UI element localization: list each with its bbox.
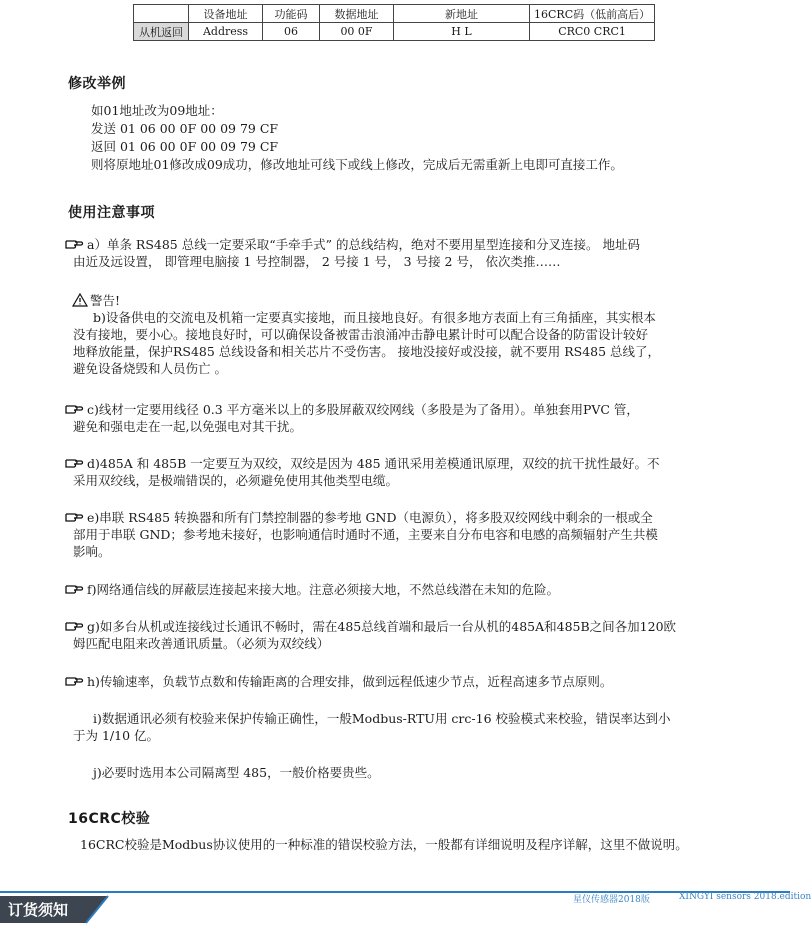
pointing-hand-icon xyxy=(65,620,86,632)
example-line: 发送 01 06 00 0F 00 09 79 CF xyxy=(91,121,279,136)
table-header-cell: 数据地址 xyxy=(320,5,394,23)
note-h xyxy=(73,673,733,690)
note-i-line: i)数据通讯必须有校验来保护传输正确性，一般Modbus-RTU用 crc-16 校验模式来校验，错误率达到小 xyxy=(93,711,671,726)
pointing-hand-icon xyxy=(65,457,86,469)
note-c xyxy=(73,401,733,435)
pointing-hand-icon xyxy=(65,675,86,687)
crc-text: 16CRC校验是Modbus协议使用的一种标准的错误校验方法，一般都有详细说明及程序详解，这里不做说明。 xyxy=(80,837,688,852)
table-row xyxy=(134,23,655,41)
note-i-line: 于为 1/10 亿。 xyxy=(73,728,160,743)
protocol-table xyxy=(133,4,655,41)
footer-brand-en: XINGYI sensors 2018.edition xyxy=(679,892,811,902)
footer-tab-label: 订货须知 xyxy=(8,901,69,919)
example-line: 则将原地址01修改成09成功，修改地址可线下或线上修改，完成后无需重新上电即可直接工作。 xyxy=(91,157,623,172)
note-e-line: 影响。 xyxy=(73,544,111,559)
note-d xyxy=(73,455,733,489)
note-g-line: g)如多台从机或连接线过长通讯不畅时，需在485总线首端和最后一台从机的485A和485B之间各加120欧 xyxy=(87,619,677,634)
note-e-line: 部用于串联 GND；参考地未接好，也影响通信时通时不通，主要来自分布电容和电感的高频辐射产生共模 xyxy=(73,527,658,542)
note-e-line: e)串联 RS485 转换器和所有门禁控制器的参考地 GND（电源负），将多股双绞网线中剩余的一根或全 xyxy=(87,510,653,525)
table-cell: 06 xyxy=(263,23,320,41)
note-b-line: 避免设备烧毁和人员伤亡 。 xyxy=(73,361,227,376)
pointing-hand-icon xyxy=(65,238,86,250)
note-b-line: b)设备供电的交流电及机箱一定要真实接地，而且接地良好。有很多地方表面上有三角插座，其实根本 xyxy=(93,310,656,325)
table-header-row xyxy=(134,5,655,23)
note-a-line: a）单条 RS485 总线一定要采取“手牵手式” 的总线结构，绝对不要用星型连接和分叉连接。 地址码 xyxy=(87,237,640,252)
table-header-cell: 设备地址 xyxy=(189,5,263,23)
note-j-line: j)必要时选用本公司隔离型 485，一般价格要贵些。 xyxy=(93,765,380,780)
footer-rule xyxy=(0,891,790,893)
note-f-line: f)网络通信线的屏蔽层连接起来接大地。注意必须接大地，不然总线潜在未知的危险。 xyxy=(87,582,560,597)
table-header-cell: 16CRC码（低前高后） xyxy=(530,5,655,23)
table-cell: H L xyxy=(394,23,530,41)
table-cell: CRC0 CRC1 xyxy=(530,23,655,41)
note-c-line: c)线材一定要用线径 0.3 平方毫米以上的多股屏蔽双绞网线（多股是为了备用）。单独套用PVC 管， xyxy=(87,402,639,417)
table-cell: Address xyxy=(189,23,263,41)
note-f xyxy=(73,581,733,598)
note-i xyxy=(73,710,733,744)
crc-heading: 16CRC校验 xyxy=(68,811,151,827)
note-h-line: h)传输速率，负载节点数和传输距离的合理安排，做到远程低速少节点，近程高速多节点原则。 xyxy=(87,674,613,689)
note-b-line: 地释放能量，保护RS485 总线设备和相关芯片不受伤害。 接地没接好或没接，就不要用 RS485 总线了， xyxy=(73,344,661,359)
notes-heading: 使用注意事项 xyxy=(68,205,155,221)
example-line: 返回 01 06 00 0F 00 09 79 CF xyxy=(91,139,279,154)
footer-brand-cn: 星仪传感器2018版 xyxy=(573,895,650,905)
note-c-line: 避免和强电走在一起,以免强电对其干扰。 xyxy=(73,419,302,434)
warning-title: 警告! xyxy=(90,293,121,308)
note-b-line: 没有接地，要小心。接地良好时，可以确保设备被雷击浪涌冲击静电累计时可以配合设备的防雷设计较好 xyxy=(73,327,649,342)
table-header-cell xyxy=(134,5,189,23)
table-header-cell: 功能码 xyxy=(263,5,320,23)
note-g-line: 姆匹配电阻来改善通讯质量。（必须为双绞线） xyxy=(73,636,330,651)
note-d-line: 采用双绞线，是极端错误的，必须避免使用其他类型电缆。 xyxy=(73,473,399,488)
warning-triangle-icon xyxy=(72,293,88,307)
note-j xyxy=(73,764,733,781)
note-a xyxy=(73,236,733,270)
note-d-line: d)485A 和 485B 一定要互为双绞，双绞是因为 485 通讯采用差模通讯原理，双绞的抗干扰性最好。不 xyxy=(87,456,660,471)
pointing-hand-icon xyxy=(65,403,86,415)
table-cell: 00 0F xyxy=(320,23,394,41)
note-b xyxy=(73,292,733,377)
example-line: 如01地址改为09地址： xyxy=(91,103,223,118)
pointing-hand-icon xyxy=(65,583,86,595)
pointing-hand-icon xyxy=(65,511,86,523)
example-heading: 修改举例 xyxy=(68,76,126,92)
table-cell: 从机返回 xyxy=(134,23,189,41)
note-a-line: 由近及远设置， 即管理电脑接 1 号控制器， 2 号接 1 号， 3 号接 2 号， 依次类推…… xyxy=(73,254,561,269)
note-g xyxy=(73,618,733,652)
note-e xyxy=(73,509,733,560)
table-header-cell: 新地址 xyxy=(394,5,530,23)
